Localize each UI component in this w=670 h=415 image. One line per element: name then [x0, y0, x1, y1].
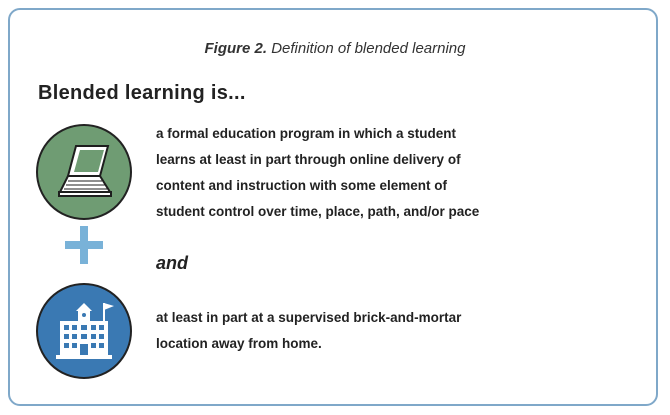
online-circle — [36, 124, 132, 220]
figure-title: Definition of blended learning — [271, 40, 466, 57]
brick-and-mortar-definition — [156, 305, 556, 357]
section-heading: Blended learning is... — [38, 82, 246, 104]
definition-line: location away from home. — [156, 336, 322, 351]
school-building-icon — [38, 285, 130, 377]
figure-label: Figure 2. — [204, 40, 268, 57]
definition-line: at least in part at a supervised brick-and-mortar — [156, 310, 462, 325]
definition-line: learns at least in part through online delivery of — [156, 152, 461, 167]
laptop-icon — [38, 126, 130, 218]
definition-line: a formal education program in which a student — [156, 126, 457, 141]
definition-line: content and instruction with some element of — [156, 178, 448, 193]
connector-and: and — [156, 253, 189, 273]
definition-line: student control over time, place, path, and/or pace — [156, 204, 480, 219]
school-circle — [36, 283, 132, 379]
online-definition — [156, 121, 556, 225]
plus-icon — [65, 226, 103, 264]
figure-caption — [0, 40, 670, 57]
